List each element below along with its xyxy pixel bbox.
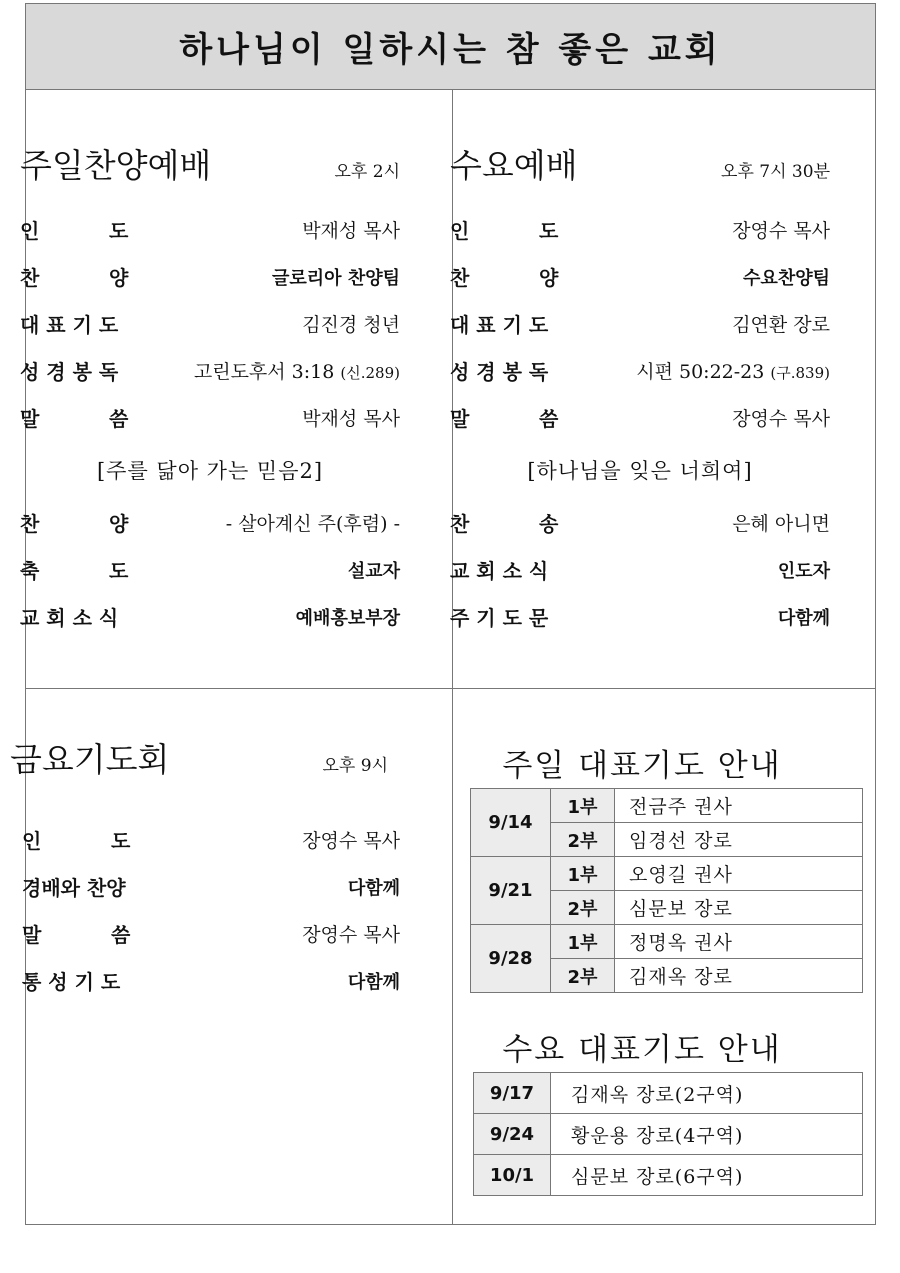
table-row [474, 1114, 863, 1155]
service-row-value-text: 시편 50:22-23 [636, 361, 765, 383]
table-row [474, 1073, 863, 1114]
prayer-leader: 심문보 장로(6구역) [551, 1155, 863, 1196]
wednesday-service-time: 오후 7시 30분 [721, 162, 830, 182]
prayer-leader: 심문보 장로 [615, 891, 863, 925]
prayer-leader: 김재옥 장로(2구역) [551, 1073, 863, 1114]
prayer-part: 1부 [551, 789, 615, 823]
service-row-value-text: 고린도후서 3:18 [193, 361, 335, 383]
service-row-label: 교 회 소 식 [20, 606, 119, 630]
service-row-label: 말 씀 [20, 407, 129, 431]
service-row [22, 910, 400, 957]
service-row-label: 말 씀 [22, 923, 131, 947]
service-row-value [302, 404, 400, 431]
friday-rows [10, 816, 400, 1004]
service-row-value [194, 357, 400, 384]
service-row [20, 546, 400, 593]
wednesday-prayer-title: 수요 대표기도 안내 [502, 1032, 782, 1068]
friday-service-time: 오후 9시 [322, 756, 388, 776]
service-row-value-text: 장영수 목사 [732, 408, 830, 430]
service-row-label: 찬 양 [450, 266, 559, 290]
sunday-service-title: 주일찬양예배 [20, 146, 212, 185]
service-row [450, 206, 830, 253]
service-row-label: 말 씀 [450, 407, 559, 431]
service-row-value [272, 264, 400, 290]
prayer-part: 1부 [551, 925, 615, 959]
service-row-value [636, 357, 830, 384]
service-row-label: 대 표 기 도 [450, 313, 549, 337]
prayer-leader: 임경선 장로 [615, 823, 863, 857]
service-row-value [296, 604, 400, 630]
church-banner: 하나님이 일하시는 참 좋은 교회 [26, 4, 875, 90]
service-row-value-text: 수요찬양팀 [743, 267, 830, 289]
prayer-date: 9/28 [471, 925, 551, 993]
table-row [471, 789, 863, 823]
service-row-label: 성 경 봉 독 [450, 360, 549, 384]
prayer-date: 10/1 [474, 1155, 551, 1196]
service-row [20, 593, 400, 640]
service-row-value-text: 설교자 [347, 560, 400, 582]
prayer-date: 9/21 [471, 857, 551, 925]
service-row-value [226, 509, 400, 536]
service-row [450, 593, 830, 640]
service-row-value-text: 은혜 아니면 [732, 513, 830, 535]
service-row-value [348, 557, 400, 583]
wednesday-service-title: 수요예배 [450, 146, 578, 185]
friday-service-header [10, 734, 400, 784]
prayer-leader: 전금주 권사 [615, 789, 863, 823]
service-row [22, 816, 400, 863]
service-row-value [732, 404, 830, 431]
sunday-service-time: 오후 2시 [334, 162, 400, 182]
service-row-value-text: 다함께 [347, 877, 400, 899]
service-row-value [348, 874, 400, 900]
service-row-label: 경배와 찬양 [22, 876, 126, 900]
prayer-part: 2부 [551, 891, 615, 925]
row-divider [26, 688, 875, 689]
service-row-value [743, 264, 830, 290]
service-row-value [302, 920, 400, 947]
service-row-value-text: 글로리아 찬양팀 [272, 267, 400, 289]
prayer-part: 2부 [551, 823, 615, 857]
service-row-value [302, 310, 400, 337]
service-row [20, 253, 400, 300]
wednesday-sermon-title: [하나님을 잊은 너희여] [527, 459, 753, 483]
prayer-leader: 정명옥 권사 [615, 925, 863, 959]
service-row [450, 394, 830, 441]
service-row-label: 대 표 기 도 [20, 313, 119, 337]
sunday-service-header [20, 140, 400, 190]
wednesday-service-panel [450, 140, 830, 640]
wednesday-top-rows [450, 206, 830, 441]
service-row-value-text: - 살아계신 주(후렴) - [225, 513, 400, 535]
service-row-note: (신.289) [340, 364, 400, 382]
service-row-label: 찬 송 [450, 512, 559, 536]
prayer-leader: 황운용 장로(4구역) [551, 1114, 863, 1155]
service-row-value-text: 예배홍보부장 [295, 607, 400, 629]
prayer-date: 9/14 [471, 789, 551, 857]
service-row-value-text: 장영수 목사 [302, 830, 400, 852]
prayer-leader: 오영길 권사 [615, 857, 863, 891]
service-row-label: 찬 양 [20, 512, 129, 536]
service-row-value [778, 604, 830, 630]
service-row [20, 300, 400, 347]
service-row-value [778, 557, 830, 583]
wednesday-service-header [450, 140, 830, 190]
service-row-label: 찬 양 [20, 266, 129, 290]
wednesday-bottom-rows [450, 499, 830, 640]
service-row [450, 300, 830, 347]
service-row [20, 206, 400, 253]
service-row-note: (구.839) [770, 364, 830, 382]
prayer-part: 1부 [551, 857, 615, 891]
service-row [450, 546, 830, 593]
service-row-label: 인 도 [450, 219, 559, 243]
service-row [20, 347, 400, 394]
service-row [22, 863, 400, 910]
service-row-value [302, 216, 400, 243]
friday-service-panel [10, 734, 400, 1004]
table-row [471, 857, 863, 891]
sunday-prayer-table [470, 788, 863, 993]
service-row-value-text: 박재성 목사 [302, 220, 400, 242]
table-row [474, 1155, 863, 1196]
service-row-label: 축 도 [20, 559, 129, 583]
prayer-part: 2부 [551, 959, 615, 993]
service-row-label: 교 회 소 식 [450, 559, 549, 583]
sunday-prayer-title: 주일 대표기도 안내 [502, 748, 782, 784]
service-row [20, 499, 400, 546]
prayer-leader: 김재옥 장로 [615, 959, 863, 993]
prayer-date: 9/24 [474, 1114, 551, 1155]
service-row [22, 957, 400, 1004]
wednesday-prayer-table [473, 1072, 863, 1196]
service-row [450, 499, 830, 546]
service-row-value [302, 826, 400, 853]
service-row-label: 성 경 봉 독 [20, 360, 119, 384]
service-row-value-text: 장영수 목사 [302, 924, 400, 946]
service-row-value [732, 216, 830, 243]
service-row-value-text: 장영수 목사 [732, 220, 830, 242]
prayer-date: 9/17 [474, 1073, 551, 1114]
service-row [450, 347, 830, 394]
service-row-value [348, 968, 400, 994]
sunday-bottom-rows [20, 499, 400, 640]
service-row-value-text: 인도자 [777, 560, 830, 582]
service-row-value [732, 509, 830, 536]
sunday-service-panel [20, 140, 400, 640]
sunday-sermon-title: [주를 닮아 가는 믿음2] [96, 459, 324, 483]
service-row-value-text: 다함께 [347, 971, 400, 993]
sunday-top-rows [20, 206, 400, 441]
service-row [450, 253, 830, 300]
service-row [20, 394, 400, 441]
service-row-value-text: 김진경 청년 [302, 314, 400, 336]
service-row-value-text: 김연환 장로 [732, 314, 830, 336]
service-row-value-text: 박재성 목사 [302, 408, 400, 430]
service-row-label: 주 기 도 문 [450, 606, 549, 630]
service-row-label: 통 성 기 도 [22, 970, 121, 994]
service-row-label: 인 도 [20, 219, 129, 243]
service-row-label: 인 도 [22, 829, 131, 853]
service-row-value-text: 다함께 [777, 607, 830, 629]
friday-service-title: 금요기도회 [10, 740, 170, 779]
table-row [471, 925, 863, 959]
service-row-value [732, 310, 830, 337]
